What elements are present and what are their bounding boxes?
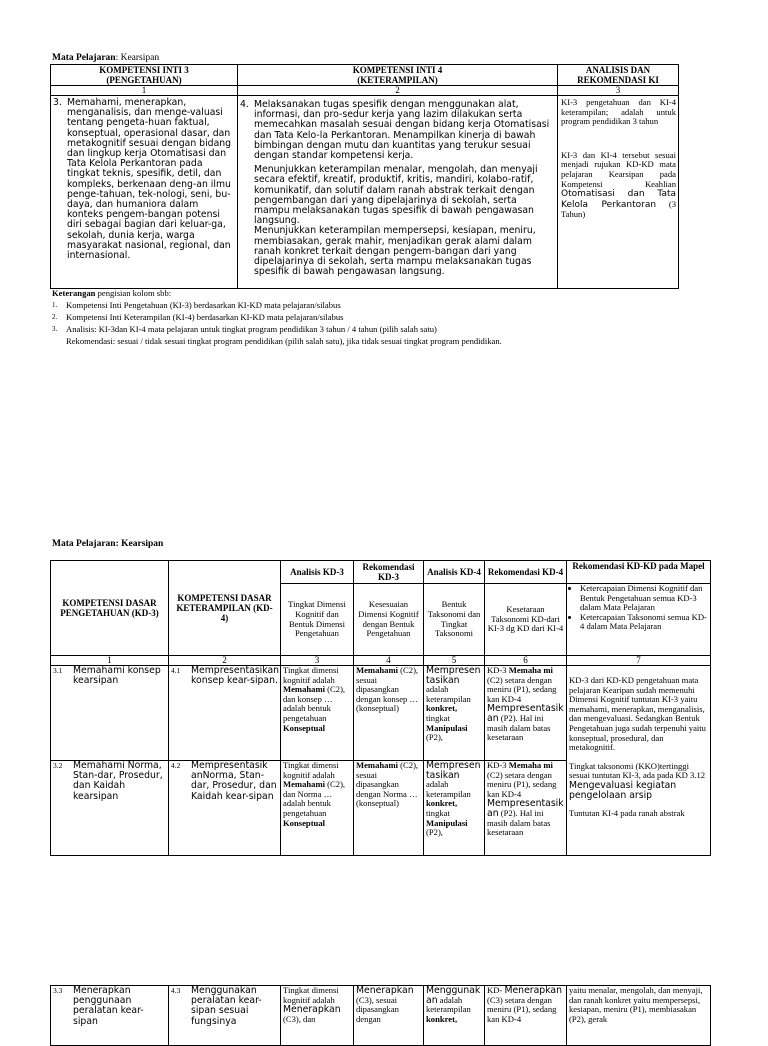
ki4-number: 4. [240, 99, 249, 110]
kd4-cell [169, 986, 281, 1046]
mapel-bullet: • Ketercapaian Taksonomi semua KD-4 dalam Mata Pelajaran [580, 613, 708, 632]
col-number: 5 [424, 656, 485, 666]
header-rekomendasi-mapel: Rekomendasi KD-KD pada Mapel [567, 561, 711, 584]
kd3-text: Memahami Norma, Stan-dar, Prosedur, dan Kaidah kearsipan [73, 760, 163, 802]
section1-mapel-title [52, 53, 159, 63]
header-kd3: KOMPETENSI DASAR PENGETAHUAN (KD-3) [51, 561, 169, 656]
keterangan-item: 3. Analisis: KI-3dan KI-4 mata pelajaran untuk tingkat program pendidikan 3 tahun / 4 tahun (pilih salah satu) [52, 324, 437, 334]
col-number: 2 [169, 656, 281, 666]
kd-table [50, 560, 711, 856]
col-number: 3 [558, 86, 679, 96]
analisis-cell [558, 96, 679, 289]
rekomendasi-mapel-paragraph-3: Tuntutan KI-4 pada ranah abstrak [569, 808, 685, 819]
col-number: 6 [485, 656, 567, 666]
header-analisis: ANALISIS DAN REKOMENDASI KI [558, 65, 679, 86]
header-analisis-kd4: Analisis KD-4 [424, 561, 485, 584]
header-analisis-kd3: Analisis KD-3 [281, 561, 354, 584]
header-kd4: KOMPETENSI DASAR KETERAMPILAN (KD-4) [169, 561, 281, 656]
mapel-bullet: • Ketercapaian Dimensi Kognitif dan Bentuk Pengetahuan semua KD-3 dalam Mata Pelajaran [580, 584, 708, 613]
col-number: 3 [281, 656, 354, 666]
sub-rekomendasi-kd4: Kesetaraan Taksonomi KD-dari KI-3 dg KD dari KI-4 [485, 584, 567, 656]
header-ki4: KOMPETENSI INTI 4 (KETERAMPILAN) [238, 65, 558, 86]
ki3-number: 3. [53, 97, 62, 108]
rekomendasi-mapel-paragraph-2: Tingkat taksonomi (KKO)tertinggi sesuai tuntutan KI-3, ada pada KD 3.12 Mengevaluasi kegiatan pengelolaan arsip [569, 760, 706, 801]
header-rekomendasi-kd3: Rekomendasi KD-3 [354, 561, 424, 584]
rekomendasi-mapel-cell: yaitu menalar, mengolah, dan menyaji, dan ranah konkret yaitu mempersepsi, kesiapan, meniru (P1), membiasakan (P2), gerak [567, 986, 711, 1046]
keterangan-title: Keterangan pengisian kolom sbb: [52, 288, 172, 298]
ki-header-row [51, 65, 679, 86]
kd-row [51, 986, 711, 1046]
keterangan-item: 1. Kompetensi Inti Pengetahuan (KI-3) berdasarkan KI-KD mata pelajaran/silabus [52, 300, 341, 310]
ki-number-row [51, 86, 679, 96]
kd-row [51, 666, 711, 761]
ki4-paragraph-2: Menunjukkan keterampilan menalar, mengolah, dan menyaji secara efektif, kreatif, produktif, kritis, mandiri, kolabo-ratif, komunikatif, dan solutif dalam ranah abstrak terkait dengan pengembangan dari yang dipelajarinya di sekolah, serta mampu melaksanakan tugas spesifik di bawah pengawasan langsung. [254, 164, 538, 227]
kd-number-row [51, 656, 711, 666]
kd-table-continued [50, 985, 711, 1046]
ki4-paragraph-1: Melaksanakan tugas spesifik dengan menggunakan alat, informasi, dan pro-sedur kerja yang lazim dilakukan serta memecahkan masalah sesuai dengan bidang kerja Otomatisasi dan Tata Kelo-la Perkantoran. Menampilkan kinerja di bawah bimbingan dengan mutu dan kuantitas yang terukur sesuai dengan standar kompetensi kerja. [254, 99, 550, 162]
col-number: 1 [51, 86, 238, 96]
keterangan-block [52, 287, 752, 347]
rekomendasi-mapel-paragraph-1: KD-3 dari KD-KD pengetahuan mata pelajaran Kearipan sudah memenuhi Dimensi Kognitif tuntutan KI-3 yaitu memahami, menerapkan, menganalisis, dan mengevaluasi. Sedangkan Bentuk Pengetahuan juga sudah terpenuhi yaitu konseptual, prosedural, dan metakognitif. [569, 675, 706, 753]
section2-mapel-title: Mata Pelajaran: Kearsipan [52, 539, 164, 549]
col-number: 1 [51, 656, 169, 666]
kd3-text: Memahami konsep kearsipan [73, 665, 161, 687]
rekomendasi-kd3-cell: Menerapkan (C3), sesuai dipasangkan dengan [354, 986, 424, 1046]
col-number: 2 [238, 86, 558, 96]
kd3-number: 3.2 [53, 761, 63, 770]
ki3-cell [51, 96, 238, 289]
analisis-paragraph-2: KI-3 dan KI-4 tersebut sesuai menjadi rujukan KD-KD mata pelajaran Kearsipan pada Kompetensi Keahlian Otomatisasi dan Tata Kelola Perkantoran (3 Tahun) [561, 149, 676, 220]
analisis-kd4-cell: Mempresen tasikan adalah keterampilan konkret, tingkat Manipulasi (P2), [424, 666, 485, 761]
kd3-cell [51, 666, 169, 761]
rekomendasi-kd4-cell: KD-3 Memaha mi (C2) setara dengan meniru (P1), sedang kan KD-4 Mempresentasik an (P2). Hal ini masih dalam batas kesetaraan [485, 761, 567, 856]
kd3-number: 3.3 [53, 986, 63, 995]
rekomendasi-kd3-cell: Memahami (C2), sesuai dipasangkan dengan konsep … (konseptual) [354, 666, 424, 761]
kd4-number: 4.2 [171, 761, 181, 770]
rekomendasi-note: Rekomendasi: sesuai / tidak sesuai tingkat program pendidikan (pilih salah satu), jika tidak sesuai tingkat program pendidikan. [66, 336, 502, 346]
kd3-text: Menerapkan penggunaan peralatan kear-sipan [73, 985, 144, 1027]
kd-header-row [51, 561, 711, 584]
ki-content-row [51, 96, 679, 289]
col-number: 7 [567, 656, 711, 666]
kd4-cell [169, 666, 281, 761]
ki-table [50, 64, 679, 289]
mapel-label: Mata Pelajaran [52, 53, 116, 63]
mapel-value: : Kearsipan [115, 53, 160, 63]
analisis-kd3-cell: Tingkat dimensi kognitif adalah Memahami (C2), dan Norma … adalah bentuk pengetahuan Konseptual [281, 761, 354, 856]
kd4-number: 4.1 [171, 666, 181, 675]
header-rekomendasi-kd4: Rekomendasi KD-4 [485, 561, 567, 584]
analisis-paragraph-1: KI-3 pengetahuan dan KI-4 keterampilan; adalah untuk program pendidikan 3 tahun [561, 97, 676, 127]
rekomendasi-kd4-cell: KD-3 Memaha mi (C2) setara dengan meniru (P1), sedang kan KD-4 Mempresentasik an (P2). Hal ini masih dalam batas kesetaraan [485, 666, 567, 761]
kd4-text: Menggunakan peralatan kear-sipan sesuai fungsinya [191, 985, 262, 1027]
analisis-kd4-cell: Menggunak an adalah keterampilan konkret, [424, 986, 485, 1046]
kd4-text: Mempresentasikan konsep kear-sipan. [191, 665, 280, 687]
rekomendasi-kd3-cell: Memahami (C2), sesuai dipasangkan dengan Norma … (konseptual) [354, 761, 424, 856]
kd4-number: 4.3 [171, 986, 181, 995]
kd3-number: 3.1 [53, 666, 63, 675]
sub-analisis-kd3: Tingkat Dimensi Kognitif dan Bentuk Dimensi Pengetahuan [281, 584, 354, 656]
analisis-kd3-cell: Tingkat dimensi kognitif adalah Memahami (C2), dan konsep … adalah bentuk pengetahuan Konseptual [281, 666, 354, 761]
keterangan-item: 2. Kompetensi Inti Keterampilan (KI-4) berdasarkan KI-KD mata pelajaran/silabus [52, 312, 344, 322]
rekomendasi-kd4-cell: KD- Menerapkan (C3) setara dengan meniru (P1), sedang kan KD-4 [485, 986, 567, 1046]
col-number: 4 [354, 656, 424, 666]
ki4-paragraph-3: Menunjukkan keterampilan mempersepsi, kesiapan, meniru, membiasakan, gerak mahir, menjadikan gerak alami dalam ranah konkret terkait dengan pengem-bangan dari yang dipelajarinya di sekolah, serta mampu melaksanakan tugas spesifik di bawah pengawasan langsung. [254, 225, 536, 278]
sub-rekomendasi-mapel [567, 584, 711, 656]
sub-rekomendasi-kd3: Kesesuaian Dimensi Kognitif dengan Bentuk Pengetahuan [354, 584, 424, 656]
kd3-cell [51, 761, 169, 856]
kd3-cell [51, 986, 169, 1046]
header-ki3: KOMPETENSI INTI 3 (PENGETAHUAN) [51, 65, 238, 86]
kd4-text: Mempresentasik anNorma, Stan-dar, Prosedur, dan Kaidah kear-sipan [191, 760, 277, 802]
sub-analisis-kd4: Bentuk Taksonomi dan Tingkat Taksonomi [424, 584, 485, 656]
ki3-text: Memahami, menerapkan, menganalisis, dan menge-valuasi tentang pengeta-huan faktual, konseptual, operasional dasar, dan metakognitif sesuai dengan bidang dan lingkup kerja Otomatisasi dan Tata Kelola Perkantoran pada tingkat teknis, spesifik, detil, dan kompleks, berkenaan deng-an ilmu penge-tahuan, tek-nologi, seni, bu-daya, dan humaniora dalam konteks pengem-bangan potensi diri sebagai bagian dari keluar-ga, sekolah, dunia kerja, warga masyarakat nasional, regional, dan internasional. [67, 97, 232, 262]
rekomendasi-mapel-cell [567, 666, 711, 856]
analisis-kd4-cell: Mempresen tasikan adalah keterampilan konkret, tingkat Manipulasi (P2), [424, 761, 485, 856]
ki4-cell [238, 96, 558, 289]
kd4-cell [169, 761, 281, 856]
analisis-kd3-cell: Tingkat dimensi kognitif adalah Menerapkan (C3), dan [281, 986, 354, 1046]
